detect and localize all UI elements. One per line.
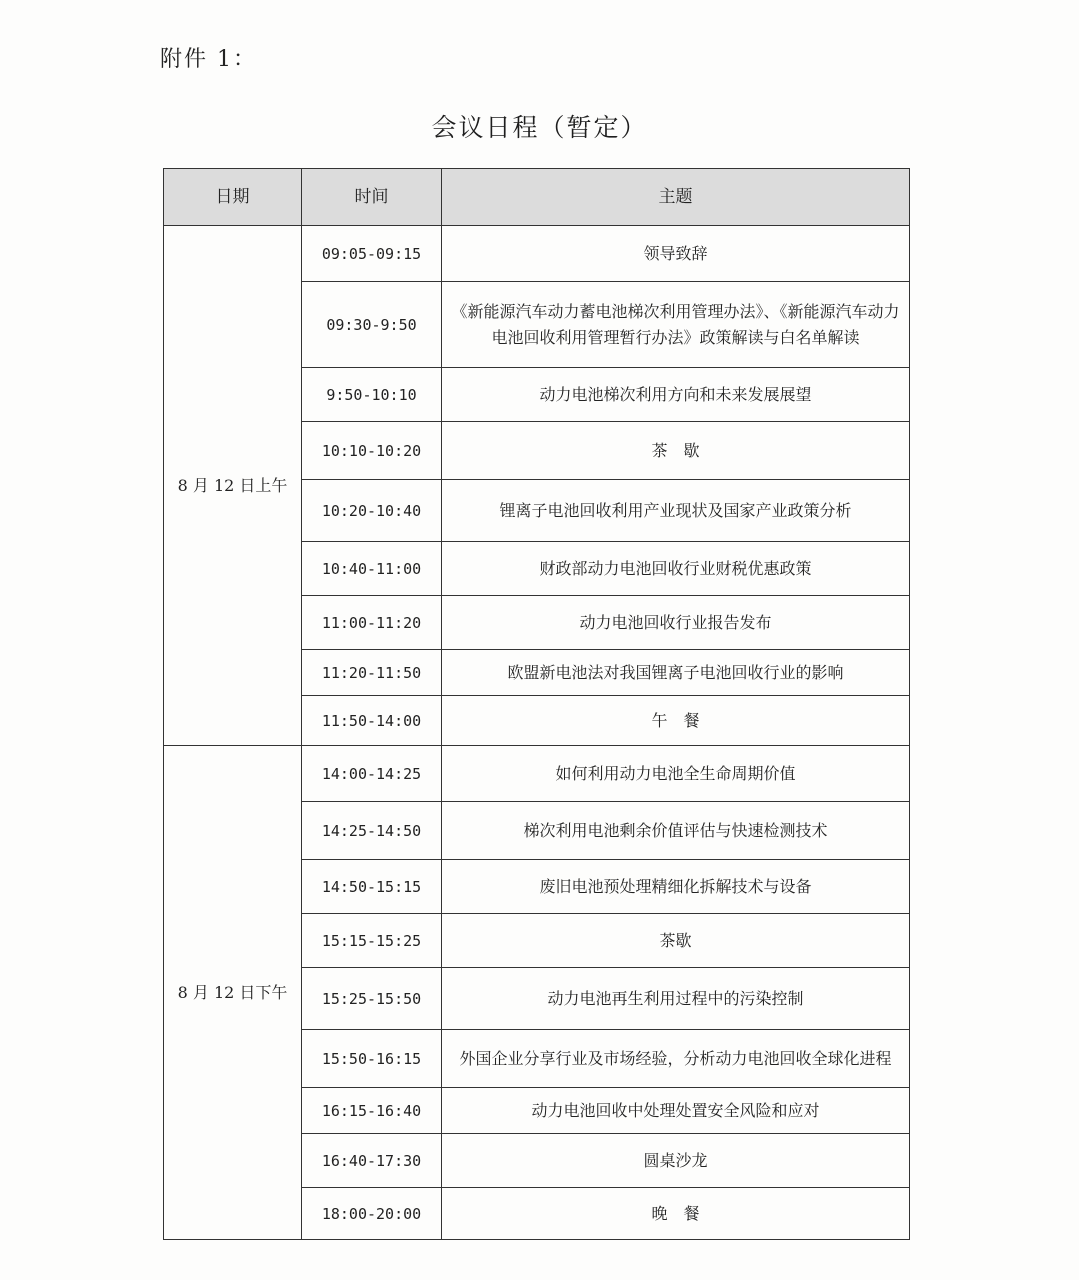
time-cell: 16:40-17:30 (302, 1134, 442, 1188)
topic-cell: 动力电池再生利用过程中的污染控制 (442, 968, 910, 1030)
attachment-label: 附件 1： (160, 47, 257, 72)
topic-cell: 领导致辞 (442, 226, 910, 282)
time-cell: 9:50-10:10 (302, 368, 442, 422)
time-cell: 11:50-14:00 (302, 696, 442, 746)
topic-cell: 晚 餐 (442, 1188, 910, 1240)
date-cell: 8 月 12 日上午 (164, 226, 302, 746)
topic-cell: 午 餐 (442, 696, 910, 746)
table-row (164, 226, 910, 282)
time-cell: 14:25-14:50 (302, 802, 442, 860)
schedule-table (163, 168, 910, 1240)
topic-cell: 茶 歇 (442, 422, 910, 480)
schedule-body (164, 226, 910, 1240)
time-cell: 15:15-15:25 (302, 914, 442, 968)
time-cell: 14:00-14:25 (302, 746, 442, 802)
time-cell: 09:05-09:15 (302, 226, 442, 282)
topic-cell: 动力电池回收行业报告发布 (442, 596, 910, 650)
time-cell: 10:20-10:40 (302, 480, 442, 542)
table-row (164, 746, 910, 802)
time-cell: 11:00-11:20 (302, 596, 442, 650)
topic-cell: 欧盟新电池法对我国锂离子电池回收行业的影响 (442, 650, 910, 696)
time-cell: 18:00-20:00 (302, 1188, 442, 1240)
time-cell: 15:25-15:50 (302, 968, 442, 1030)
topic-cell: 茶歇 (442, 914, 910, 968)
time-cell: 16:15-16:40 (302, 1088, 442, 1134)
date-cell: 8 月 12 日下午 (164, 746, 302, 1240)
time-cell: 14:50-15:15 (302, 860, 442, 914)
topic-cell: 财政部动力电池回收行业财税优惠政策 (442, 542, 910, 596)
topic-cell: 废旧电池预处理精细化拆解技术与设备 (442, 860, 910, 914)
page-title: 会议日程（暂定） (431, 113, 648, 142)
topic-cell: 动力电池回收中处理处置安全风险和应对 (442, 1088, 910, 1134)
topic-cell: 外国企业分享行业及市场经验，分析动力电池回收全球化进程 (442, 1030, 910, 1088)
topic-cell: 动力电池梯次利用方向和未来发展展望 (442, 368, 910, 422)
header-time: 时间 (302, 169, 442, 226)
header-topic: 主题 (442, 169, 910, 226)
time-cell: 11:20-11:50 (302, 650, 442, 696)
table-header-row (164, 169, 910, 226)
time-cell: 15:50-16:15 (302, 1030, 442, 1088)
topic-cell: 梯次利用电池剩余价值评估与快速检测技术 (442, 802, 910, 860)
topic-cell: 《新能源汽车动力蓄电池梯次利用管理办法》、《新能源汽车动力电池回收利用管理暂行办法》政策解读与白名单解读 (442, 282, 910, 368)
time-cell: 10:10-10:20 (302, 422, 442, 480)
topic-cell: 锂离子电池回收利用产业现状及国家产业政策分析 (442, 480, 910, 542)
header-date: 日期 (164, 169, 302, 226)
time-cell: 10:40-11:00 (302, 542, 442, 596)
topic-cell: 圆桌沙龙 (442, 1134, 910, 1188)
topic-cell: 如何利用动力电池全生命周期价值 (442, 746, 910, 802)
time-cell: 09:30-9:50 (302, 282, 442, 368)
